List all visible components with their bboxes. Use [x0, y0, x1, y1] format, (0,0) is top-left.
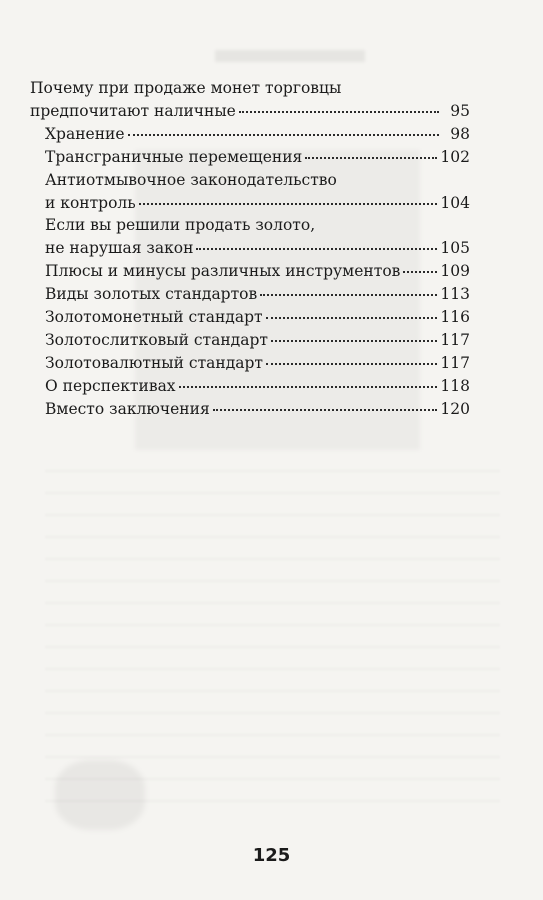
- toc-entry: [30, 214, 470, 260]
- toc-page-number: 113: [440, 285, 470, 304]
- toc-page-number: 117: [440, 330, 470, 349]
- toc-entry-line: [45, 169, 470, 192]
- toc-entry-title: Плюсы и минусы различных инструментов: [45, 262, 401, 281]
- dot-leader: [196, 248, 437, 250]
- dot-leader: [260, 294, 437, 296]
- dot-leader: [403, 271, 437, 273]
- toc-entry-title: Золотослитковый стандарт: [45, 330, 268, 349]
- toc-entry: [30, 77, 470, 123]
- toc-entry-title: Виды золотых стандартов: [45, 285, 258, 304]
- toc-page-number: 118: [440, 376, 470, 395]
- dot-leader: [266, 317, 438, 319]
- toc-entry-final-line: [45, 283, 470, 306]
- toc-entry-title: Антиотмывочное законодательство: [45, 170, 337, 189]
- toc-entry-title: не нарушая закон: [45, 239, 194, 258]
- toc-entry-line: [30, 77, 470, 100]
- toc-entry-line: [45, 214, 470, 237]
- toc-entry: [30, 352, 470, 375]
- toc-entry-final-line: [45, 375, 470, 398]
- toc-entry-title: Вместо заключения: [45, 399, 210, 418]
- toc-entry-title: Золотовалютный стандарт: [45, 353, 263, 372]
- toc-page-number: 120: [440, 399, 470, 418]
- toc-entry-title: О перспективах: [45, 376, 176, 395]
- toc-page-number: 98: [450, 124, 470, 143]
- toc-entry-title: Трансграничные перемещения: [45, 147, 303, 166]
- toc-page-number: 109: [440, 262, 470, 281]
- toc-page-number: 104: [440, 193, 470, 212]
- toc-entry-final-line: [45, 192, 470, 215]
- toc-entry-title: предпочитают наличные: [30, 101, 236, 120]
- toc-entry: [30, 283, 470, 306]
- toc-page-number: 105: [440, 239, 470, 258]
- dot-leader: [213, 409, 438, 411]
- dot-leader: [239, 111, 439, 113]
- toc-entry-title: и контроль: [45, 193, 136, 212]
- toc-entry: [30, 398, 470, 421]
- toc-entry-final-line: [45, 237, 470, 260]
- toc-entry-title: Почему при продаже монет торговцы: [30, 79, 342, 97]
- toc-entry-title: Хранение: [45, 124, 125, 143]
- toc-entry-final-line: [45, 260, 470, 283]
- toc-page-number: 95: [450, 101, 470, 120]
- toc-entry: [30, 306, 470, 329]
- table-of-contents: [30, 77, 470, 421]
- dot-leader: [266, 363, 437, 365]
- toc-entry-final-line: [45, 146, 470, 169]
- toc-entry: [30, 146, 470, 169]
- dot-leader: [139, 203, 438, 205]
- bleed-through-logo: [55, 760, 145, 830]
- toc-page-number: 102: [440, 147, 470, 166]
- toc-entry-final-line: [45, 329, 470, 352]
- page-number: 125: [252, 845, 291, 866]
- toc-entry: [30, 123, 470, 146]
- dot-leader: [128, 134, 439, 136]
- bleed-through-title: [215, 50, 365, 62]
- toc-entry: [30, 375, 470, 398]
- dot-leader: [271, 340, 437, 342]
- dot-leader: [179, 386, 438, 388]
- dot-leader: [305, 157, 437, 159]
- toc-entry-title: Если вы решили продать золото,: [45, 216, 316, 235]
- toc-page-number: 117: [440, 353, 470, 372]
- toc-entry: [30, 260, 470, 283]
- toc-entry-final-line: [45, 352, 470, 375]
- toc-entry-final-line: [45, 123, 470, 146]
- toc-entry-title: Золотомонетный стандарт: [45, 308, 263, 327]
- toc-entry: [30, 329, 470, 352]
- toc-entry-final-line: [45, 306, 470, 329]
- toc-entry-final-line: [30, 100, 470, 123]
- toc-entry-final-line: [45, 398, 470, 421]
- toc-page-number: 116: [440, 308, 470, 327]
- toc-entry: [30, 169, 470, 215]
